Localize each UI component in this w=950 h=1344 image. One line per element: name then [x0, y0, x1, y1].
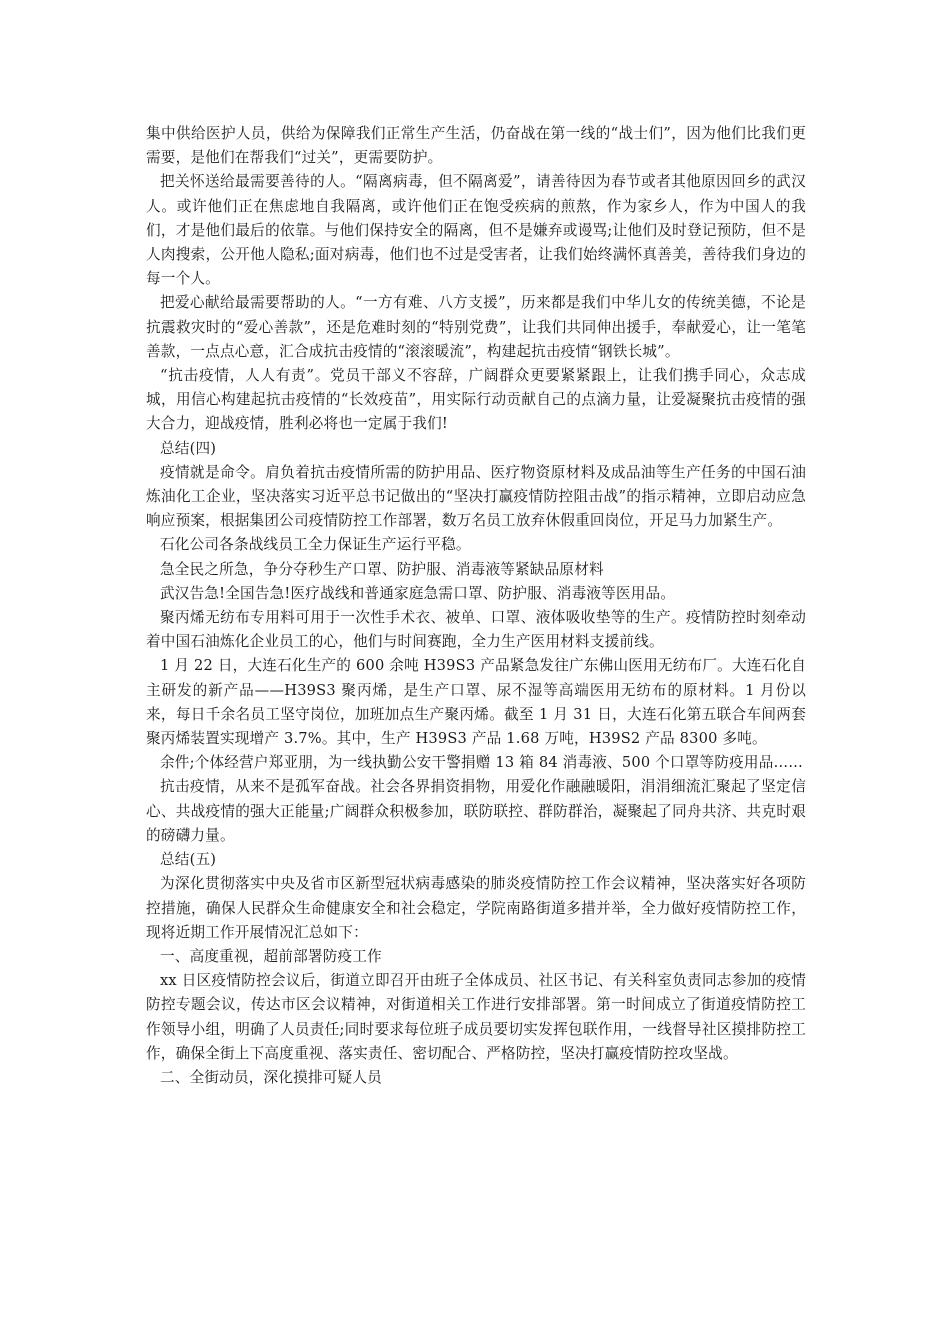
paragraph: 把关怀送给最需要善待的人。“隔离病毒，但不隔离爱”，请善待因为春节或者其他原因回乡的武汉人。或许他们正在焦虑地自我隔离，或许他们正在饱受疾病的煎熬，作为家乡人，作为中国人的我们，才是他们最后的依靠。与他们保持安全的隔离，但不是嫌弃或谩骂;让他们及时登记预防，但不是人肉搜索，公开他人隐私;面对病毒，他们也不过是受害者，让我们始终满怀真善美，善待我们身边的每一个人。: [146, 173, 806, 288]
paragraph: 石化公司各条战线员工全力保证生产运行平稳。: [160, 536, 471, 554]
paragraph: 急全民之所急，争分夺秒生产口罩、防护服、消毒液等紧缺品原材料: [160, 560, 604, 578]
paragraph: 把爱心献给最需要帮助的人。“一方有难、八方支援”，历来都是我们中华儿女的传统美德，不论是抗震救灾时的“爱心善款”，还是危难时刻的“特别党费”，让我们共同伸出援手，奉献爱心，让一笔笔善款，一点点心意，汇合成抗击疫情的“滚滚暖流”，构建起抗击疫情“钢铁长城”。: [146, 294, 806, 360]
paragraph: 为深化贯彻落实中央及省市区新型冠状病毒感染的肺炎疫情防控工作会议精神，坚决落实好各项防控措施，确保人民群众生命健康安全和社会稳定，学院南路街道多措并举，全力做好疫情防控工作，现将近期工作开展情况汇总如下：: [146, 875, 806, 941]
paragraph: “抗击疫情，人人有责”。党员干部义不容辞，广阔群众更要紧紧跟上，让我们携手同心，众志成城，用信心构建起抗击疫情的“长效疫苗”，用实际行动贡献自己的点滴力量，让爱凝聚抗击疫情的强大合力，迎战疫情，胜利必将也一定属于我们!: [146, 367, 806, 433]
paragraph: 集中供给医护人员，供给为保障我们正常生产生活，仍奋战在第一线的“战士们”，因为他们比我们更需要，是他们在帮我们“过关”，更需要防护。: [146, 125, 806, 167]
subsection-heading: 一、高度重视，超前部署防疫工作: [160, 947, 382, 965]
paragraph: 聚丙烯无纺布专用料可用于一次性手术衣、被单、口罩、液体吸收垫等的生产。疫情防控时刻牵动着中国石油炼化企业员工的心，他们与时间赛跑，全力生产医用材料支援前线。: [146, 609, 806, 651]
paragraph: 抗击疫情，从来不是孤军奋战。社会各界捐资捐物，用爱化作融融暖阳，涓涓细流汇聚起了坚定信心、共战疫情的强大正能量;广阔群众积极参加，联防联控、群防群治，凝聚起了同舟共济、共克时艰的磅礴力量。: [146, 778, 806, 844]
paragraph: 武汉告急!全国告急!医疗战线和普通家庭急需口罩、防护服、消毒液等医用品。: [160, 584, 676, 602]
subsection-heading: 二、全街动员，深化摸排可疑人员: [160, 1068, 382, 1086]
paragraph: 疫情就是命令。肩负着抗击疫情所需的防护用品、医疗物资原材料及成品油等生产任务的中国石油炼油化工企业，坚决落实习近平总书记做出的“坚决打赢疫情防控阻击战”的指示精神，立即启动应急响应预案，根据集团公司疫情防控工作部署，数万名员工放弃休假重回岗位，开足马力加紧生产。: [146, 463, 806, 530]
section-heading: 总结(四): [160, 439, 217, 457]
paragraph: 余件;个体经营户郑亚朋，为一线执勤公安干警捐赠 13 箱 84 消毒液、500 个口罩等防疫用品……: [160, 754, 804, 772]
paragraph: xx 日区疫情防控会议后，街道立即召开由班子全体成员、社区书记、有关科室负责同志参加的疫情防控专题会议，传达市区会议精神，对街道相关工作进行安排部署。第一时间成立了街道疫情防控工作领导小组，明确了人员责任;同时要求每位班子成员要切实发挥包联作用，一线督导社区摸排防控工作，确保全街上下高度重视、落实责任、密切配合、严格防控，坚决打赢疫情防控攻坚战。: [146, 972, 806, 1062]
document-body: [146, 122, 806, 1090]
section-heading: 总结(五): [160, 851, 217, 869]
paragraph: 1 月 22 日，大连石化生产的 600 余吨 H39S3 产品紧急发往广东佛山医用无纺布厂。大连石化自主研发的新产品——H39S3 聚丙烯，是生产口罩、尿不湿等高端医用无纺布的原材料。1 月份以来，每日千余名员工坚守岗位，加班加点生产聚丙烯。截至 1 月 31 日，大连石化第五联合车间两套聚丙烯装置实现增产 3.7%。其中，生产 H39S3 产品 1.68 万吨，H39S2 产品 8300 多吨。: [146, 657, 806, 748]
